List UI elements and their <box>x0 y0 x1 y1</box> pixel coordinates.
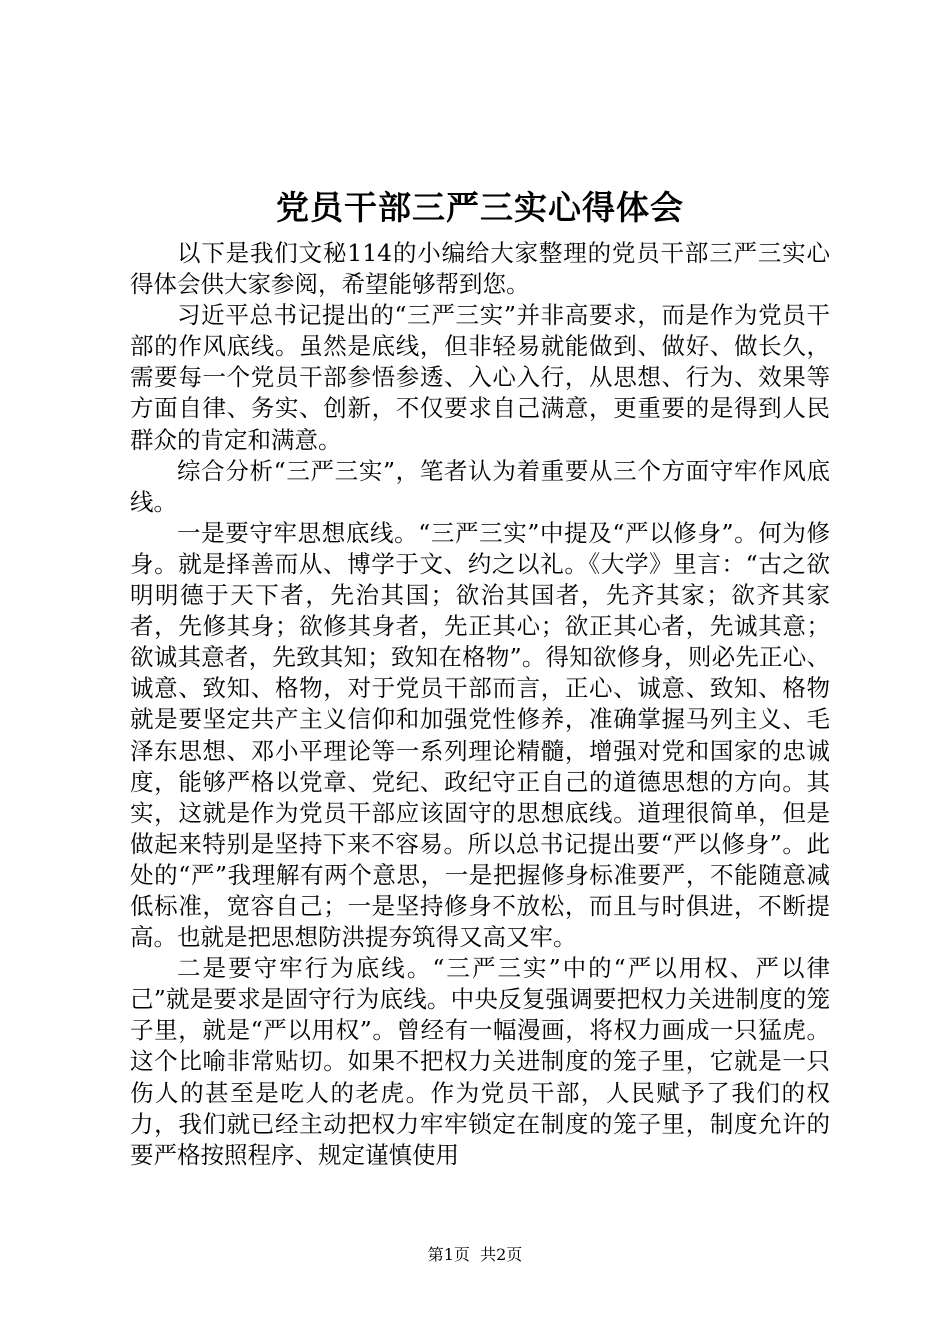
paragraph-point-two: 二是要守牢行为底线。“三严三实”中的“严以用权、严以律己”就是要求是固守行为底线。中央反复强调要把权力关进制度的笼子里，就是“严以用权”。曾经有一幅漫画，将权力画成一只猛虎。这个比喻非常贴切。如果不把权力关进制度的笼子里，它就是一只伤人的甚至是吃人的老虎。作为党员干部，人民赋予了我们的权力，我们就已经主动把权力牢牢锁定在制度的笼子里，制度允许的要严格按照程序、规定谨慎使用 <box>130 954 830 1169</box>
document-body <box>130 238 830 1171</box>
paragraph-point-one: 一是要守牢思想底线。“三严三实”中提及“严以修身”。何为修身。就是择善而从、博学于文、约之以礼。《大学》里言：“古之欲明明德于天下者，先治其国；欲治其国者，先齐其家；欲齐其家者，先修其身；欲修其身者，先正其心；欲正其心者，先诚其意；欲诚其意者，先致其知；致知在格物”。得知欲修身，则必先正心、诚意、致知、格物，对于党员干部而言，正心、诚意、致知、格物就是要坚定共产主义信仰和加强党性修养，准确掌握马列主义、毛泽东思想、邓小平理论等一系列理论精髓，增强对党和国家的忠诚度，能够严格以党章、党纪、政纪守正自己的道德思想的方向。其实，这就是作为党员干部应该固守的思想底线。道理很简单，但是做起来特别是坚持下来不容易。所以总书记提出要“严以修身”。此处的“严”我理解有两个意思，一是把握修身标准要严，不能随意减低标准，宽容自己；一是坚持修身不放松，而且与时俱进，不断提高。也就是把思想防洪提夯筑得又高又牢。 <box>130 518 830 952</box>
paragraph-summary: 综合分析“三严三实”，笔者认为着重要从三个方面守牢作风底线。 <box>130 456 830 516</box>
paragraph-intro: 以下是我们文秘114的小编给大家整理的党员干部三严三实心得体会供大家参阅，希望能够帮到您。 <box>130 239 830 299</box>
page-footer: 第1页 共2页 <box>427 1245 523 1264</box>
document-title: 党员干部三严三实心得体会 <box>276 188 684 227</box>
paragraph-overview: 习近平总书记提出的“三严三实”并非高要求，而是作为党员干部的作风底线。虽然是底线，但非轻易就能做到、做好、做长久，需要每一个党员干部参悟参透、入心入行，从思想、行为、效果等方面自律、务实、创新，不仅要求自己满意，更重要的是得到人民群众的肯定和满意。 <box>130 301 830 454</box>
